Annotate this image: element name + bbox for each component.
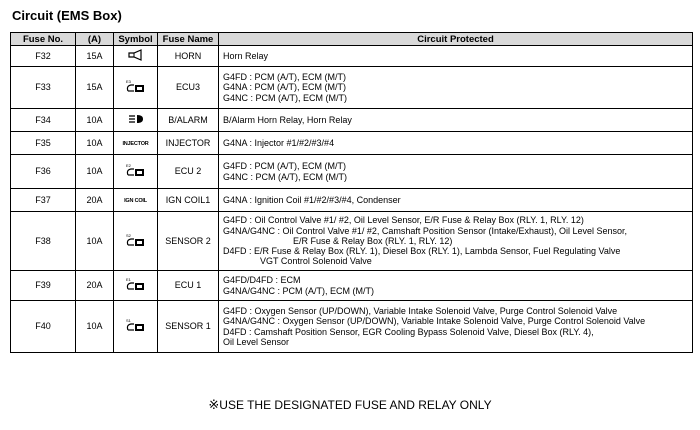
- page-title: Circuit (EMS Box): [12, 8, 122, 23]
- circuit-cell: G4FD : PCM (A/T), ECM (M/T) G4NC : PCM (A/T), ECM (M/T): [219, 155, 693, 189]
- fuse-number: F37: [11, 189, 76, 212]
- fuse-amp: 15A: [76, 46, 114, 67]
- ign-coil-symbol-text: IGN COIL: [124, 197, 147, 204]
- fuse-table: [10, 32, 693, 353]
- svg-text:E2: E2: [125, 163, 131, 169]
- table-row: [11, 46, 693, 67]
- fuse-name: ECU3: [158, 67, 219, 109]
- ecu-icon: [114, 67, 158, 109]
- footnote-text: USE THE DESIGNATED FUSE AND RELAY ONLY: [219, 398, 492, 412]
- fuse-number: F34: [11, 109, 76, 132]
- fuse-amp: 10A: [76, 212, 114, 271]
- table-row: [11, 132, 693, 155]
- fuse-number: F33: [11, 67, 76, 109]
- fuse-amp: 10A: [76, 155, 114, 189]
- fuse-number: F35: [11, 132, 76, 155]
- svg-text:S1: S1: [125, 318, 131, 324]
- table-row: [11, 212, 693, 271]
- beam-icon: [114, 109, 158, 132]
- footnote: [0, 397, 700, 413]
- header-fuse-no: Fuse No.: [11, 33, 76, 46]
- ign-coil-symbol: [114, 189, 158, 212]
- fuse-amp: 10A: [76, 109, 114, 132]
- fuse-name: IGN COIL1: [158, 189, 219, 212]
- fuse-name: INJECTOR: [158, 132, 219, 155]
- table-row: [11, 155, 693, 189]
- fuse-amp: 20A: [76, 271, 114, 301]
- header-symbol: Symbol: [114, 33, 158, 46]
- svg-text:S2: S2: [125, 232, 131, 238]
- ecu-icon: [114, 271, 158, 301]
- circuit-cell: G4NA : Ignition Coil #1/#2/#3/#4, Condenser: [219, 189, 693, 212]
- circuit-cell: G4FD : PCM (A/T), ECM (M/T) G4NA : PCM (A/T), ECM (M/T) G4NC : PCM (A/T), ECM (M/T): [219, 67, 693, 109]
- ecu-icon: [114, 301, 158, 353]
- circuit-cell: Horn Relay: [219, 46, 693, 67]
- fuse-amp: 20A: [76, 189, 114, 212]
- fuse-number: F38: [11, 212, 76, 271]
- circuit-cell: G4NA : Injector #1/#2/#3/#4: [219, 132, 693, 155]
- table-row: [11, 67, 693, 109]
- injector-symbol-text: INJECTOR: [122, 140, 149, 147]
- fuse-name: ECU 2: [158, 155, 219, 189]
- circuit-cell: G4FD : Oxygen Sensor (UP/DOWN), Variable Intake Solenoid Valve, Purge Control Solenoid Valve G4NA/G4NC : Oxygen Sensor (UP/DOWN), Variable Intake Solenoid Valve, Purge Control Solenoid Valve D4FD : Camshaft Position Sensor, EGR Cooling Bypass Solenoid Valve, Diesel Box (RLY. 4), Oil Level Sensor: [219, 301, 693, 353]
- ecu-icon: [114, 212, 158, 271]
- circuit-cell: G4FD/D4FD : ECM G4NA/G4NC : PCM (A/T), ECM (M/T): [219, 271, 693, 301]
- table-row: [11, 189, 693, 212]
- fuse-name: SENSOR 1: [158, 301, 219, 353]
- injector-symbol: [114, 132, 158, 155]
- table-row: [11, 301, 693, 353]
- fuse-name: ECU 1: [158, 271, 219, 301]
- circuit-cell: B/Alarm Horn Relay, Horn Relay: [219, 109, 693, 132]
- fuse-amp: 10A: [76, 301, 114, 353]
- fuse-amp: 10A: [76, 132, 114, 155]
- table-row: [11, 271, 693, 301]
- header-circuit: Circuit Protected: [219, 33, 693, 46]
- fuse-amp: 15A: [76, 67, 114, 109]
- fuse-number: F32: [11, 46, 76, 67]
- fuse-name: SENSOR 2: [158, 212, 219, 271]
- svg-text:E3: E3: [125, 79, 131, 85]
- fuse-number: F39: [11, 271, 76, 301]
- table-header-row: [11, 33, 693, 46]
- svg-text:E1: E1: [125, 277, 131, 283]
- horn-icon: [114, 46, 158, 67]
- fuse-name: B/ALARM: [158, 109, 219, 132]
- circuit-cell: G4FD : Oil Control Valve #1/ #2, Oil Level Sensor, E/R Fuse & Relay Box (RLY. 1, RLY. 12) G4NA/G4NC : Oil Control Valve #1/ #2, Camshaft Position Sensor (Intake/Exhaust), Oil Level Sensor, E/R Fuse & Relay Box (RLY. 1, RLY. 12) D4FD : E/R Fuse & Relay Box (RLY. 1), Diesel Box (RLY. 1), Lambda Sensor, Fuel Regulating Valve VGT Control Solenoid Valve: [219, 212, 693, 271]
- reference-mark-icon: ※: [208, 397, 220, 412]
- header-fuse-name: Fuse Name: [158, 33, 219, 46]
- fuse-number: F40: [11, 301, 76, 353]
- ecu-icon: [114, 155, 158, 189]
- header-amp: (A): [76, 33, 114, 46]
- fuse-number: F36: [11, 155, 76, 189]
- fuse-name: HORN: [158, 46, 219, 67]
- table-row: [11, 109, 693, 132]
